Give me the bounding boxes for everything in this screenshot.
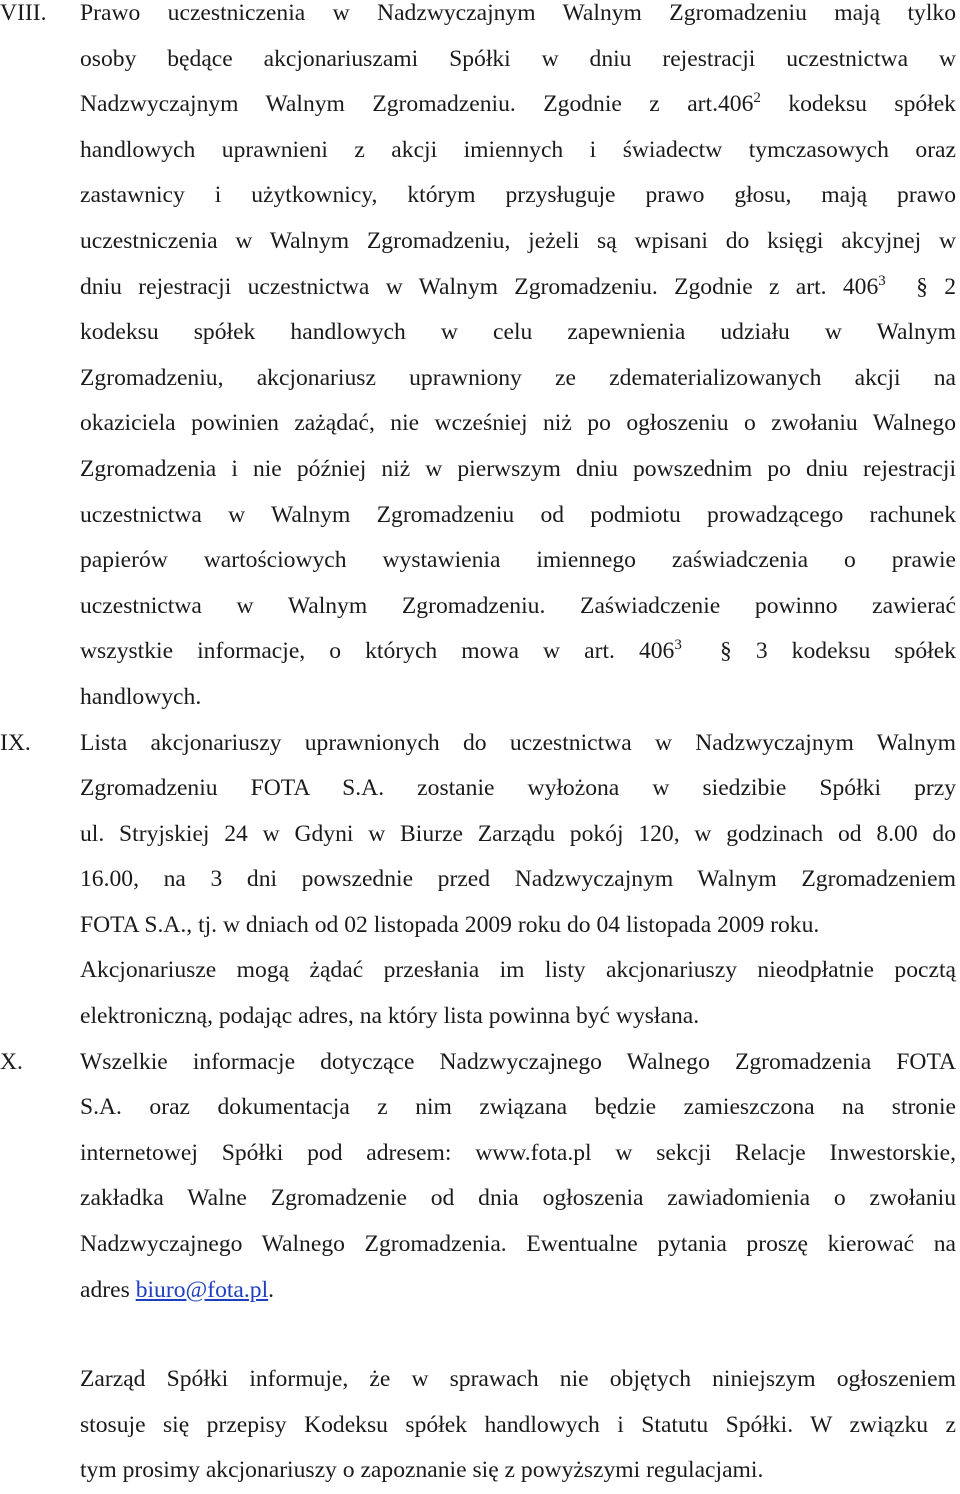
section-ix <box>0 721 960 1040</box>
text-line-with-email <box>80 1268 956 1314</box>
text-segment: kodeksu spółek <box>788 91 956 118</box>
section-number: IX. <box>0 729 31 756</box>
section-number: VIII. <box>0 0 47 26</box>
text-line: FOTA S.A., tj. w dniach od 02 listopada 2009 roku do 04 listopada 2009 roku. <box>80 911 820 938</box>
text-line: tym prosimy akcjonariuszy o zapoznanie się z powyższymi regulacjami. <box>80 1457 764 1484</box>
text-line: ul. Stryjskiej 24 w Gdyni w Biurze Zarządu pokój 120, w godzinach od 8.00 do <box>80 820 956 847</box>
text-segment: dniu rejestracji uczestnictwa w Walnym Zgromadzeniu. Zgodnie z art. 406 <box>80 273 879 300</box>
text-line: Zgromadzeniu FOTA S.A. zostanie wyłożona w siedzibie Spółki przy <box>80 775 956 802</box>
text-segment: adres <box>80 1276 130 1303</box>
text-line: Wszelkie informacje dotyczące Nadzwyczajnego Walnego Zgromadzenia FOTA <box>80 1048 956 1075</box>
text-segment: wszystkie informacje, o których mowa w art. 406 <box>80 638 675 665</box>
text-segment: 3 kodeksu spółek <box>755 638 956 665</box>
text-line: zastawnicy i użytkownicy, którym przysługuje prawo głosu, mają prawo <box>80 182 956 209</box>
section-x <box>0 1040 960 1314</box>
text-line-with-superscript <box>80 82 956 128</box>
text-line: Nadzwyczajnego Walnego Zgromadzenia. Ewentualne pytania proszę kierować na <box>80 1231 956 1258</box>
text-line: Zarząd Spółki informuje, że w sprawach nie objętych niniejszym ogłoszeniem <box>80 1366 956 1393</box>
text-line: zakładka Walne Zgromadzenie od dnia ogłoszenia zawiadomienia o zwołaniu <box>80 1185 956 1212</box>
text-line: kodeksu spółek handlowych w celu zapewnienia udziału w Walnym <box>80 319 956 346</box>
text-line: Prawo uczestniczenia w Nadzwyczajnym Walnym Zgromadzeniu mają tylko <box>80 0 956 26</box>
text-segment: Nadzwyczajnym Walnym Zgromadzeniu. Zgodnie z art.406 <box>80 91 754 118</box>
text-line-with-superscript <box>80 265 956 311</box>
text-line: osoby będące akcjonariuszami Spółki w dniu rejestracji uczestnictwa w <box>80 45 956 72</box>
section-number: X. <box>0 1048 23 1075</box>
text-line: stosuje się przepisy Kodeksu spółek handlowych i Statutu Spółki. W związku z <box>80 1411 956 1438</box>
text-line: okaziciela powinien zażądać, nie wcześniej niż po ogłoszeniu o zwołaniu Walnego <box>80 410 956 437</box>
text-line: 16.00, na 3 dni powszednie przed Nadzwyczajnym Walnym Zgromadzeniem <box>80 866 956 893</box>
text-line: uczestniczenia w Walnym Zgromadzeniu, jeżeli są wpisani do księgi akcyjnej w <box>80 227 956 254</box>
email-link[interactable]: biuro@fota.pl <box>135 1276 269 1303</box>
text-line: uczestnictwa w Walnym Zgromadzeniu od podmiotu prowadzącego rachunek <box>80 501 956 528</box>
closing-paragraph <box>0 1357 960 1494</box>
text-line-with-superscript <box>80 629 956 675</box>
text-line: Lista akcjonariuszy uprawnionych do uczestnictwa w Nadzwyczajnym Walnym <box>80 729 956 756</box>
section-viii <box>0 0 960 721</box>
text-line: uczestnictwa w Walnym Zgromadzeniu. Zaświadczenie powinno zawierać <box>80 592 956 619</box>
text-line: S.A. oraz dokumentacja z nim związana będzie zamieszczona na stronie <box>80 1094 956 1121</box>
section-sign: § <box>916 273 928 300</box>
text-segment: 2 <box>944 273 956 300</box>
text-segment: . <box>268 1276 275 1303</box>
section-sign: § <box>719 638 732 665</box>
text-line: handlowych uprawnieni z akcji imiennych i świadectw tymczasowych oraz <box>80 136 956 163</box>
paragraph-gap <box>0 1313 960 1357</box>
text-line: handlowych. <box>80 683 202 710</box>
text-line: internetowej Spółki pod adresem: www.fota.pl w sekcji Relacje Inwestorskie, <box>80 1139 956 1166</box>
text-line: Akcjonariusze mogą żądać przesłania im listy akcjonariuszy nieodpłatnie pocztą <box>80 957 956 984</box>
superscript: 2 <box>753 90 761 107</box>
text-line: papierów wartościowych wystawienia imiennego zaświadczenia o prawie <box>80 547 956 574</box>
text-line: Zgromadzenia i nie później niż w pierwszym dniu powszednim po dniu rejestracji <box>80 455 956 482</box>
superscript: 3 <box>674 637 682 654</box>
text-line: Zgromadzeniu, akcjonariusz uprawniony ze zdematerializowanych akcji na <box>80 364 956 391</box>
text-line: elektroniczną, podając adres, na który lista powinna być wysłana. <box>80 1003 700 1030</box>
superscript: 3 <box>878 272 886 289</box>
